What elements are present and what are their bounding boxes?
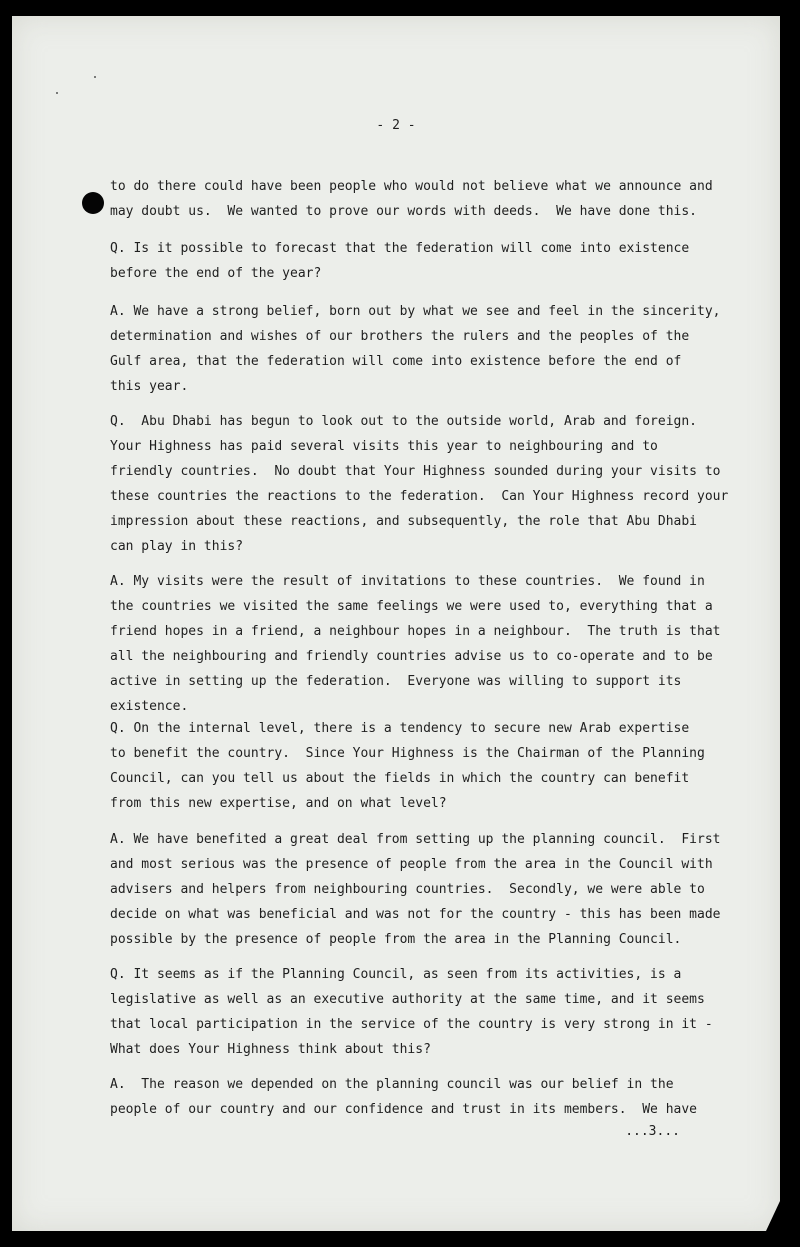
text-line: people of our country and our confidence and trust in its members. We have <box>110 1102 697 1117</box>
text-line: Q. On the internal level, there is a tendency to secure new Arab expertise <box>110 721 690 736</box>
text-line: legislative as well as an executive authority at the same time, and it seems <box>110 992 705 1007</box>
text-line: and most serious was the presence of people from the area in the Council with <box>110 857 713 872</box>
text-line: Q. It seems as if the Planning Council, as seen from its activities, is a <box>110 967 682 982</box>
text-line: existence. <box>110 699 189 714</box>
text-line: active in setting up the federation. Everyone was willing to support its <box>110 674 682 689</box>
text-line: can play in this? <box>110 539 244 554</box>
text-line: A. My visits were the result of invitations to these countries. We found in <box>110 574 705 589</box>
text-line: Council, can you tell us about the fields in which the country can benefit <box>110 771 690 786</box>
paper-speck <box>94 76 96 78</box>
text-line: the countries we visited the same feelings we were used to, everything that a <box>110 599 713 614</box>
text-line: friendly countries. No doubt that Your Highness sounded during your visits to <box>110 464 721 479</box>
text-line: friend hopes in a friend, a neighbour hopes in a neighbour. The truth is that <box>110 624 721 639</box>
page-corner-fold <box>766 1201 780 1231</box>
answer-1 <box>110 299 750 399</box>
text-line: advisers and helpers from neighbouring countries. Secondly, we were able to <box>110 882 705 897</box>
text-line: Gulf area, that the federation will come into existence before the end of <box>110 354 682 369</box>
text-line: before the end of the year? <box>110 266 322 281</box>
answer-2 <box>110 569 750 719</box>
text-line: that local participation in the service of the country is very strong in it - <box>110 1017 713 1032</box>
text-line: to do there could have been people who would not believe what we announce and <box>110 179 713 194</box>
text-line: decide on what was beneficial and was not for the country - this has been made <box>110 907 721 922</box>
punch-hole <box>82 192 104 214</box>
text-line: determination and wishes of our brothers the rulers and the peoples of the <box>110 329 690 344</box>
question-2 <box>110 409 750 559</box>
text-line: may doubt us. We wanted to prove our words with deeds. We have done this. <box>110 204 697 219</box>
continuation-marker: ...3... <box>625 1124 680 1139</box>
question-1 <box>110 236 750 286</box>
paragraph-continued <box>110 174 750 224</box>
text-line: from this new expertise, and on what level? <box>110 796 447 811</box>
page-number: - 2 - <box>376 118 416 133</box>
question-4 <box>110 962 750 1062</box>
text-line: Your Highness has paid several visits this year to neighbouring and to <box>110 439 658 454</box>
question-3 <box>110 716 750 816</box>
text-line: Q. Is it possible to forecast that the federation will come into existence <box>110 241 690 256</box>
text-line: A. We have a strong belief, born out by what we see and feel in the sincerity, <box>110 304 721 319</box>
text-line: possible by the presence of people from the area in the Planning Council. <box>110 932 682 947</box>
paper-speck <box>56 92 58 94</box>
text-line: A. The reason we depended on the planning council was our belief in the <box>110 1077 674 1092</box>
answer-3 <box>110 827 750 952</box>
answer-4 <box>110 1072 750 1122</box>
text-line: all the neighbouring and friendly countries advise us to co-operate and to be <box>110 649 713 664</box>
text-line: these countries the reactions to the federation. Can Your Highness record your <box>110 489 729 504</box>
text-line: to benefit the country. Since Your Highness is the Chairman of the Planning <box>110 746 705 761</box>
text-line: What does Your Highness think about this? <box>110 1042 431 1057</box>
text-line: A. We have benefited a great deal from setting up the planning council. First <box>110 832 721 847</box>
text-line: Q. Abu Dhabi has begun to look out to the outside world, Arab and foreign. <box>110 414 697 429</box>
document-page <box>12 16 780 1231</box>
text-line: impression about these reactions, and subsequently, the role that Abu Dhabi <box>110 514 697 529</box>
text-line: this year. <box>110 379 189 394</box>
